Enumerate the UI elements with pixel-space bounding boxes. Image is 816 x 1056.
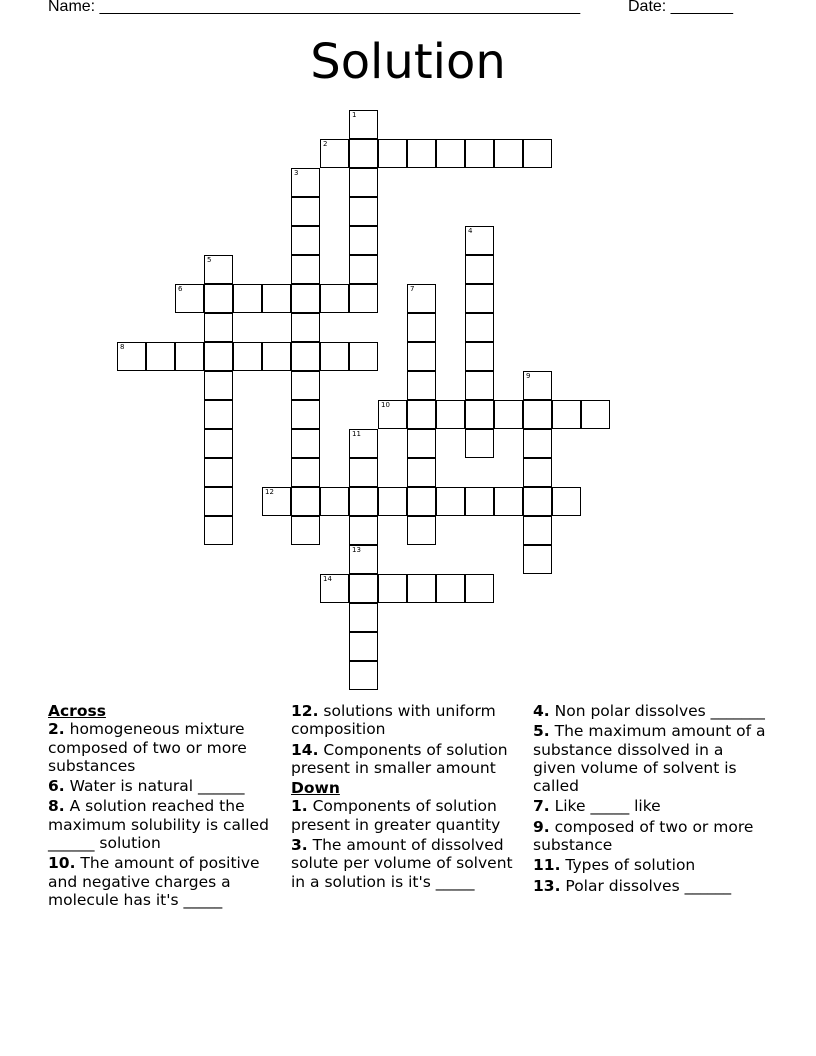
crossword-cell[interactable]	[204, 313, 233, 342]
cell-number: 13	[352, 546, 361, 554]
crossword-cell[interactable]	[233, 342, 262, 371]
crossword-cell[interactable]	[204, 371, 233, 400]
clue-text: Polar dissolves ______	[560, 876, 732, 895]
crossword-cell[interactable]	[291, 458, 320, 487]
crossword-cell[interactable]	[378, 487, 407, 516]
clue-number: 14.	[291, 740, 319, 759]
crossword-cell[interactable]	[349, 168, 378, 197]
cell-number: 7	[410, 285, 415, 293]
crossword-cell[interactable]	[204, 429, 233, 458]
crossword-cell[interactable]	[291, 487, 320, 516]
crossword-cell[interactable]	[349, 284, 378, 313]
crossword-cell[interactable]	[262, 342, 291, 371]
across-clues-list	[48, 720, 284, 909]
crossword-cell[interactable]	[436, 574, 465, 603]
crossword-cell[interactable]	[349, 661, 378, 690]
crossword-cell[interactable]	[320, 284, 349, 313]
crossword-cell[interactable]	[407, 429, 436, 458]
clue-number: 13.	[533, 876, 561, 895]
crossword-cell[interactable]	[349, 603, 378, 632]
crossword-cell[interactable]	[291, 226, 320, 255]
crossword-cell[interactable]	[407, 400, 436, 429]
crossword-cell[interactable]	[349, 226, 378, 255]
crossword-cell[interactable]	[465, 487, 494, 516]
clue-item	[533, 722, 769, 795]
page-title: Solution	[310, 34, 506, 90]
cell-number: 2	[323, 140, 328, 148]
cell-number: 14	[323, 575, 332, 583]
crossword-cell[interactable]	[349, 197, 378, 226]
crossword-cell[interactable]	[204, 342, 233, 371]
crossword-cell[interactable]	[465, 226, 494, 255]
crossword-cell[interactable]	[494, 400, 523, 429]
crossword-cell[interactable]	[465, 342, 494, 371]
across-heading: Across	[48, 702, 106, 720]
crossword-cell[interactable]	[349, 516, 378, 545]
crossword-cell[interactable]	[349, 458, 378, 487]
crossword-cell[interactable]	[175, 342, 204, 371]
crossword-cell[interactable]	[291, 255, 320, 284]
crossword-cell[interactable]	[291, 284, 320, 313]
crossword-cell[interactable]	[465, 139, 494, 168]
crossword-cell[interactable]	[349, 429, 378, 458]
crossword-cell[interactable]	[291, 400, 320, 429]
crossword-cell[interactable]	[378, 574, 407, 603]
crossword-cell[interactable]	[204, 487, 233, 516]
crossword-cell[interactable]	[552, 400, 581, 429]
clue-item	[533, 702, 769, 720]
clue-item	[291, 702, 527, 739]
crossword-cell[interactable]	[320, 574, 349, 603]
clue-text: Components of solution present in smaller amount	[291, 740, 508, 777]
crossword-cell[interactable]	[465, 574, 494, 603]
crossword-cell[interactable]	[349, 110, 378, 139]
crossword-cell[interactable]	[349, 632, 378, 661]
clues-column-3	[533, 702, 769, 897]
crossword-cell[interactable]	[378, 400, 407, 429]
crossword-cell[interactable]	[407, 313, 436, 342]
down-clues-list-continued	[533, 702, 769, 895]
crossword-cell[interactable]	[465, 284, 494, 313]
clue-number: 12.	[291, 702, 319, 720]
clue-number: 7.	[533, 797, 550, 816]
cell-number: 11	[352, 430, 361, 438]
clue-number: 2.	[48, 720, 65, 739]
name-field-label: Name: ______________________________________________________	[48, 0, 581, 15]
crossword-cell[interactable]	[349, 487, 378, 516]
crossword-cell[interactable]	[204, 255, 233, 284]
clue-text: Components of solution present in greater quantity	[291, 797, 501, 834]
clue-item	[291, 797, 527, 834]
crossword-cell[interactable]	[407, 342, 436, 371]
crossword-cell[interactable]	[291, 197, 320, 226]
clues-column-2	[291, 702, 527, 893]
clue-text: homogeneous mixture composed of two or more substances	[48, 720, 247, 775]
crossword-cell[interactable]	[320, 342, 349, 371]
clue-number: 6.	[48, 777, 65, 796]
cell-number: 6	[178, 285, 183, 293]
crossword-cell[interactable]	[407, 516, 436, 545]
crossword-cell[interactable]	[320, 139, 349, 168]
crossword-cell[interactable]	[204, 516, 233, 545]
crossword-cell[interactable]	[291, 168, 320, 197]
clue-item	[48, 777, 284, 795]
cell-number: 3	[294, 169, 299, 177]
crossword-cell[interactable]	[291, 371, 320, 400]
crossword-cell[interactable]	[407, 574, 436, 603]
crossword-cell[interactable]	[349, 342, 378, 371]
down-heading: Down	[291, 779, 340, 798]
crossword-cell[interactable]	[436, 487, 465, 516]
clues-column-1	[48, 702, 284, 911]
crossword-cell[interactable]	[436, 139, 465, 168]
crossword-cell[interactable]	[581, 400, 610, 429]
crossword-cell[interactable]	[291, 516, 320, 545]
down-clues-list	[291, 797, 527, 890]
crossword-cell[interactable]	[407, 487, 436, 516]
clue-text: Like _____ like	[549, 797, 661, 816]
cell-number: 12	[265, 488, 274, 496]
crossword-cell[interactable]	[349, 545, 378, 574]
crossword-cell[interactable]	[407, 139, 436, 168]
clue-text: Types of solution	[560, 856, 696, 875]
clue-number: 11.	[533, 856, 561, 875]
crossword-cell[interactable]	[204, 284, 233, 313]
clue-number: 1.	[291, 797, 308, 816]
clue-number: 10.	[48, 854, 76, 873]
crossword-cell[interactable]	[262, 487, 291, 516]
crossword-cell[interactable]	[552, 487, 581, 516]
clue-number: 9.	[533, 817, 550, 836]
clue-item	[533, 877, 769, 895]
crossword-cell[interactable]	[523, 545, 552, 574]
date-field-label: Date: _______	[628, 0, 733, 15]
cell-number: 4	[468, 227, 473, 235]
crossword-cell[interactable]	[523, 458, 552, 487]
clue-number: 3.	[291, 836, 308, 855]
crossword-cell[interactable]	[523, 139, 552, 168]
clue-text: The amount of dissolved solute per volume of solvent in a solution is it's _____	[291, 836, 513, 891]
clue-text: composed of two or more substance	[533, 817, 754, 855]
crossword-cell[interactable]	[291, 429, 320, 458]
crossword-cell[interactable]	[494, 139, 523, 168]
crossword-cell[interactable]	[378, 139, 407, 168]
clue-item	[48, 720, 284, 775]
clue-text: Water is natural ______	[64, 777, 245, 796]
crossword-cell[interactable]	[523, 400, 552, 429]
crossword-cell[interactable]	[465, 371, 494, 400]
crossword-cell[interactable]	[291, 342, 320, 371]
crossword-cell[interactable]	[523, 371, 552, 400]
crossword-cell[interactable]	[407, 284, 436, 313]
clue-text: Non polar dissolves _______	[549, 702, 765, 720]
clue-text: solutions with uniform composition	[291, 702, 496, 739]
crossword-cell[interactable]	[523, 516, 552, 545]
crossword-cell[interactable]	[523, 487, 552, 516]
clue-text: The amount of positive and negative charges a molecule has it's _____	[48, 854, 260, 909]
clue-item	[48, 854, 284, 909]
clue-item	[291, 741, 527, 778]
clue-number: 5.	[533, 722, 550, 741]
clue-item	[533, 797, 769, 815]
crossword-cell[interactable]	[465, 429, 494, 458]
crossword-cell[interactable]	[204, 400, 233, 429]
clue-number: 4.	[533, 702, 550, 720]
crossword-cell[interactable]	[146, 342, 175, 371]
crossword-cell[interactable]	[320, 487, 349, 516]
cell-number: 9	[526, 372, 531, 380]
crossword-cell[interactable]	[291, 313, 320, 342]
crossword-cell[interactable]	[407, 458, 436, 487]
cell-number: 10	[381, 401, 390, 409]
crossword-cell[interactable]	[407, 371, 436, 400]
clue-text: The maximum amount of a substance dissolved in a given volume of solvent is called	[533, 722, 766, 796]
clue-item	[291, 836, 527, 891]
crossword-cell[interactable]	[262, 284, 291, 313]
crossword-cell[interactable]	[465, 313, 494, 342]
clue-text: A solution reached the maximum solubility is called ______ solution	[48, 797, 269, 853]
crossword-cell[interactable]	[494, 487, 523, 516]
across-clues-list-continued	[291, 702, 527, 777]
clue-item	[533, 856, 769, 874]
crossword-cell[interactable]	[436, 400, 465, 429]
crossword-cell[interactable]	[465, 255, 494, 284]
clue-item	[48, 797, 284, 852]
clue-item	[533, 818, 769, 855]
cell-number: 5	[207, 256, 212, 264]
crossword-cell[interactable]	[349, 139, 378, 168]
crossword-cell[interactable]	[117, 342, 146, 371]
cell-number: 8	[120, 343, 125, 351]
crossword-cell[interactable]	[523, 429, 552, 458]
cell-number: 1	[352, 111, 357, 119]
crossword-cell[interactable]	[204, 458, 233, 487]
crossword-cell[interactable]	[175, 284, 204, 313]
crossword-cell[interactable]	[349, 255, 378, 284]
clue-number: 8.	[48, 797, 65, 816]
crossword-cell[interactable]	[233, 284, 262, 313]
crossword-cell[interactable]	[349, 574, 378, 603]
crossword-cell[interactable]	[465, 400, 494, 429]
